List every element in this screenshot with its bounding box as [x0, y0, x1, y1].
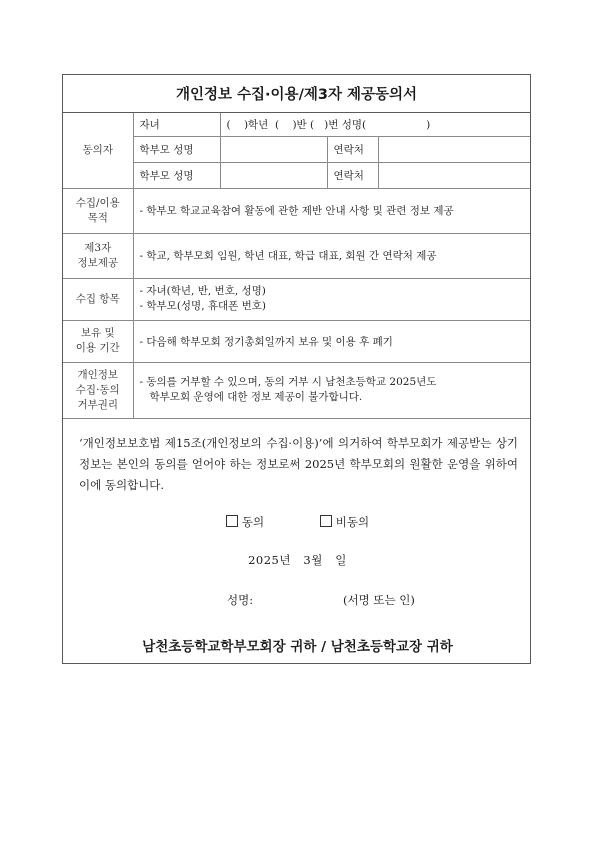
row-label: 개인정보 수집·동의 거부권리: [63, 362, 133, 418]
agree-checkbox[interactable]: [226, 515, 238, 527]
purpose-row: [63, 188, 530, 233]
retention-row: [63, 320, 530, 362]
contact-label: 연락처: [327, 162, 378, 188]
third-party-row: [63, 233, 530, 278]
signature-hint: (서명 또는 인): [343, 592, 415, 607]
consent-section: [63, 419, 530, 655]
signature-label: 성명:: [227, 592, 254, 607]
recipient-line: 남천초등학교학부모회장 귀하 / 남천초등학교장 귀하: [142, 638, 453, 655]
consent-table: [63, 113, 530, 419]
consent-form: [62, 74, 531, 664]
agree-option[interactable]: [226, 514, 264, 530]
parent-name-label: 학부모 성명: [133, 136, 220, 162]
row-content: - 학교, 학부모회 임원, 학년 대표, 학급 대표, 회원 간 연락처 제공: [133, 233, 530, 278]
items-row: [63, 278, 530, 320]
form-title: 개인정보 수집·이용/제3자 제공동의서: [63, 75, 530, 113]
parent-name-field-2[interactable]: [220, 162, 327, 188]
consenter-label: 동의자: [63, 113, 133, 188]
consent-statement: ‘개인정보보호법 제15조(개인정보의 수집·이용)’에 의거하여 학부모회가 제공받는 상기 정보는 본인의 동의를 얻어야 하는 정보로써 2025년 학부모회의 원활한 운영을 위하여 이에 동의합니다.: [79, 435, 518, 492]
signature-field[interactable]: [293, 592, 343, 608]
row-content: - 자녀(학년, 반, 번호, 성명) - 학부모(성명, 휴대폰 번호): [133, 278, 530, 320]
row-label: 수집/이용 목적: [63, 188, 133, 233]
disagree-option[interactable]: [320, 514, 369, 530]
signature-line: [77, 592, 518, 610]
contact-field-2[interactable]: [378, 162, 530, 188]
parent-name-label: 학부모 성명: [133, 162, 220, 188]
row-label: 제3자 정보제공: [63, 233, 133, 278]
child-info-field[interactable]: ( )학년 ( )반 ( )번 성명( ): [220, 113, 530, 136]
parent-name-field-1[interactable]: [220, 136, 327, 162]
row-label: 수집 항목: [63, 278, 133, 320]
row-content: - 학부모 학교교육참여 활동에 관한 제반 안내 사항 및 관련 정보 제공: [133, 188, 530, 233]
row-content: - 다음해 학부모회 정기총회일까지 보유 및 이용 후 폐기: [133, 320, 530, 362]
contact-label: 연락처: [327, 136, 378, 162]
row-content: - 동의를 거부할 수 있으며, 동의 거부 시 남천초등학교 2025년도 학부모회 운영에 대한 정보 제공이 불가합니다.: [133, 362, 530, 418]
disagree-label: 비동의: [335, 514, 370, 529]
refusal-row: [63, 362, 530, 418]
row-label: 보유 및 이용 기간: [63, 320, 133, 362]
agree-label: 동의: [241, 514, 265, 529]
child-label: 자녀: [133, 113, 220, 136]
disagree-checkbox[interactable]: [320, 515, 332, 527]
consent-choices: [77, 514, 518, 530]
consent-date: 2025년 3월 일: [248, 552, 347, 567]
contact-field-1[interactable]: [378, 136, 530, 162]
